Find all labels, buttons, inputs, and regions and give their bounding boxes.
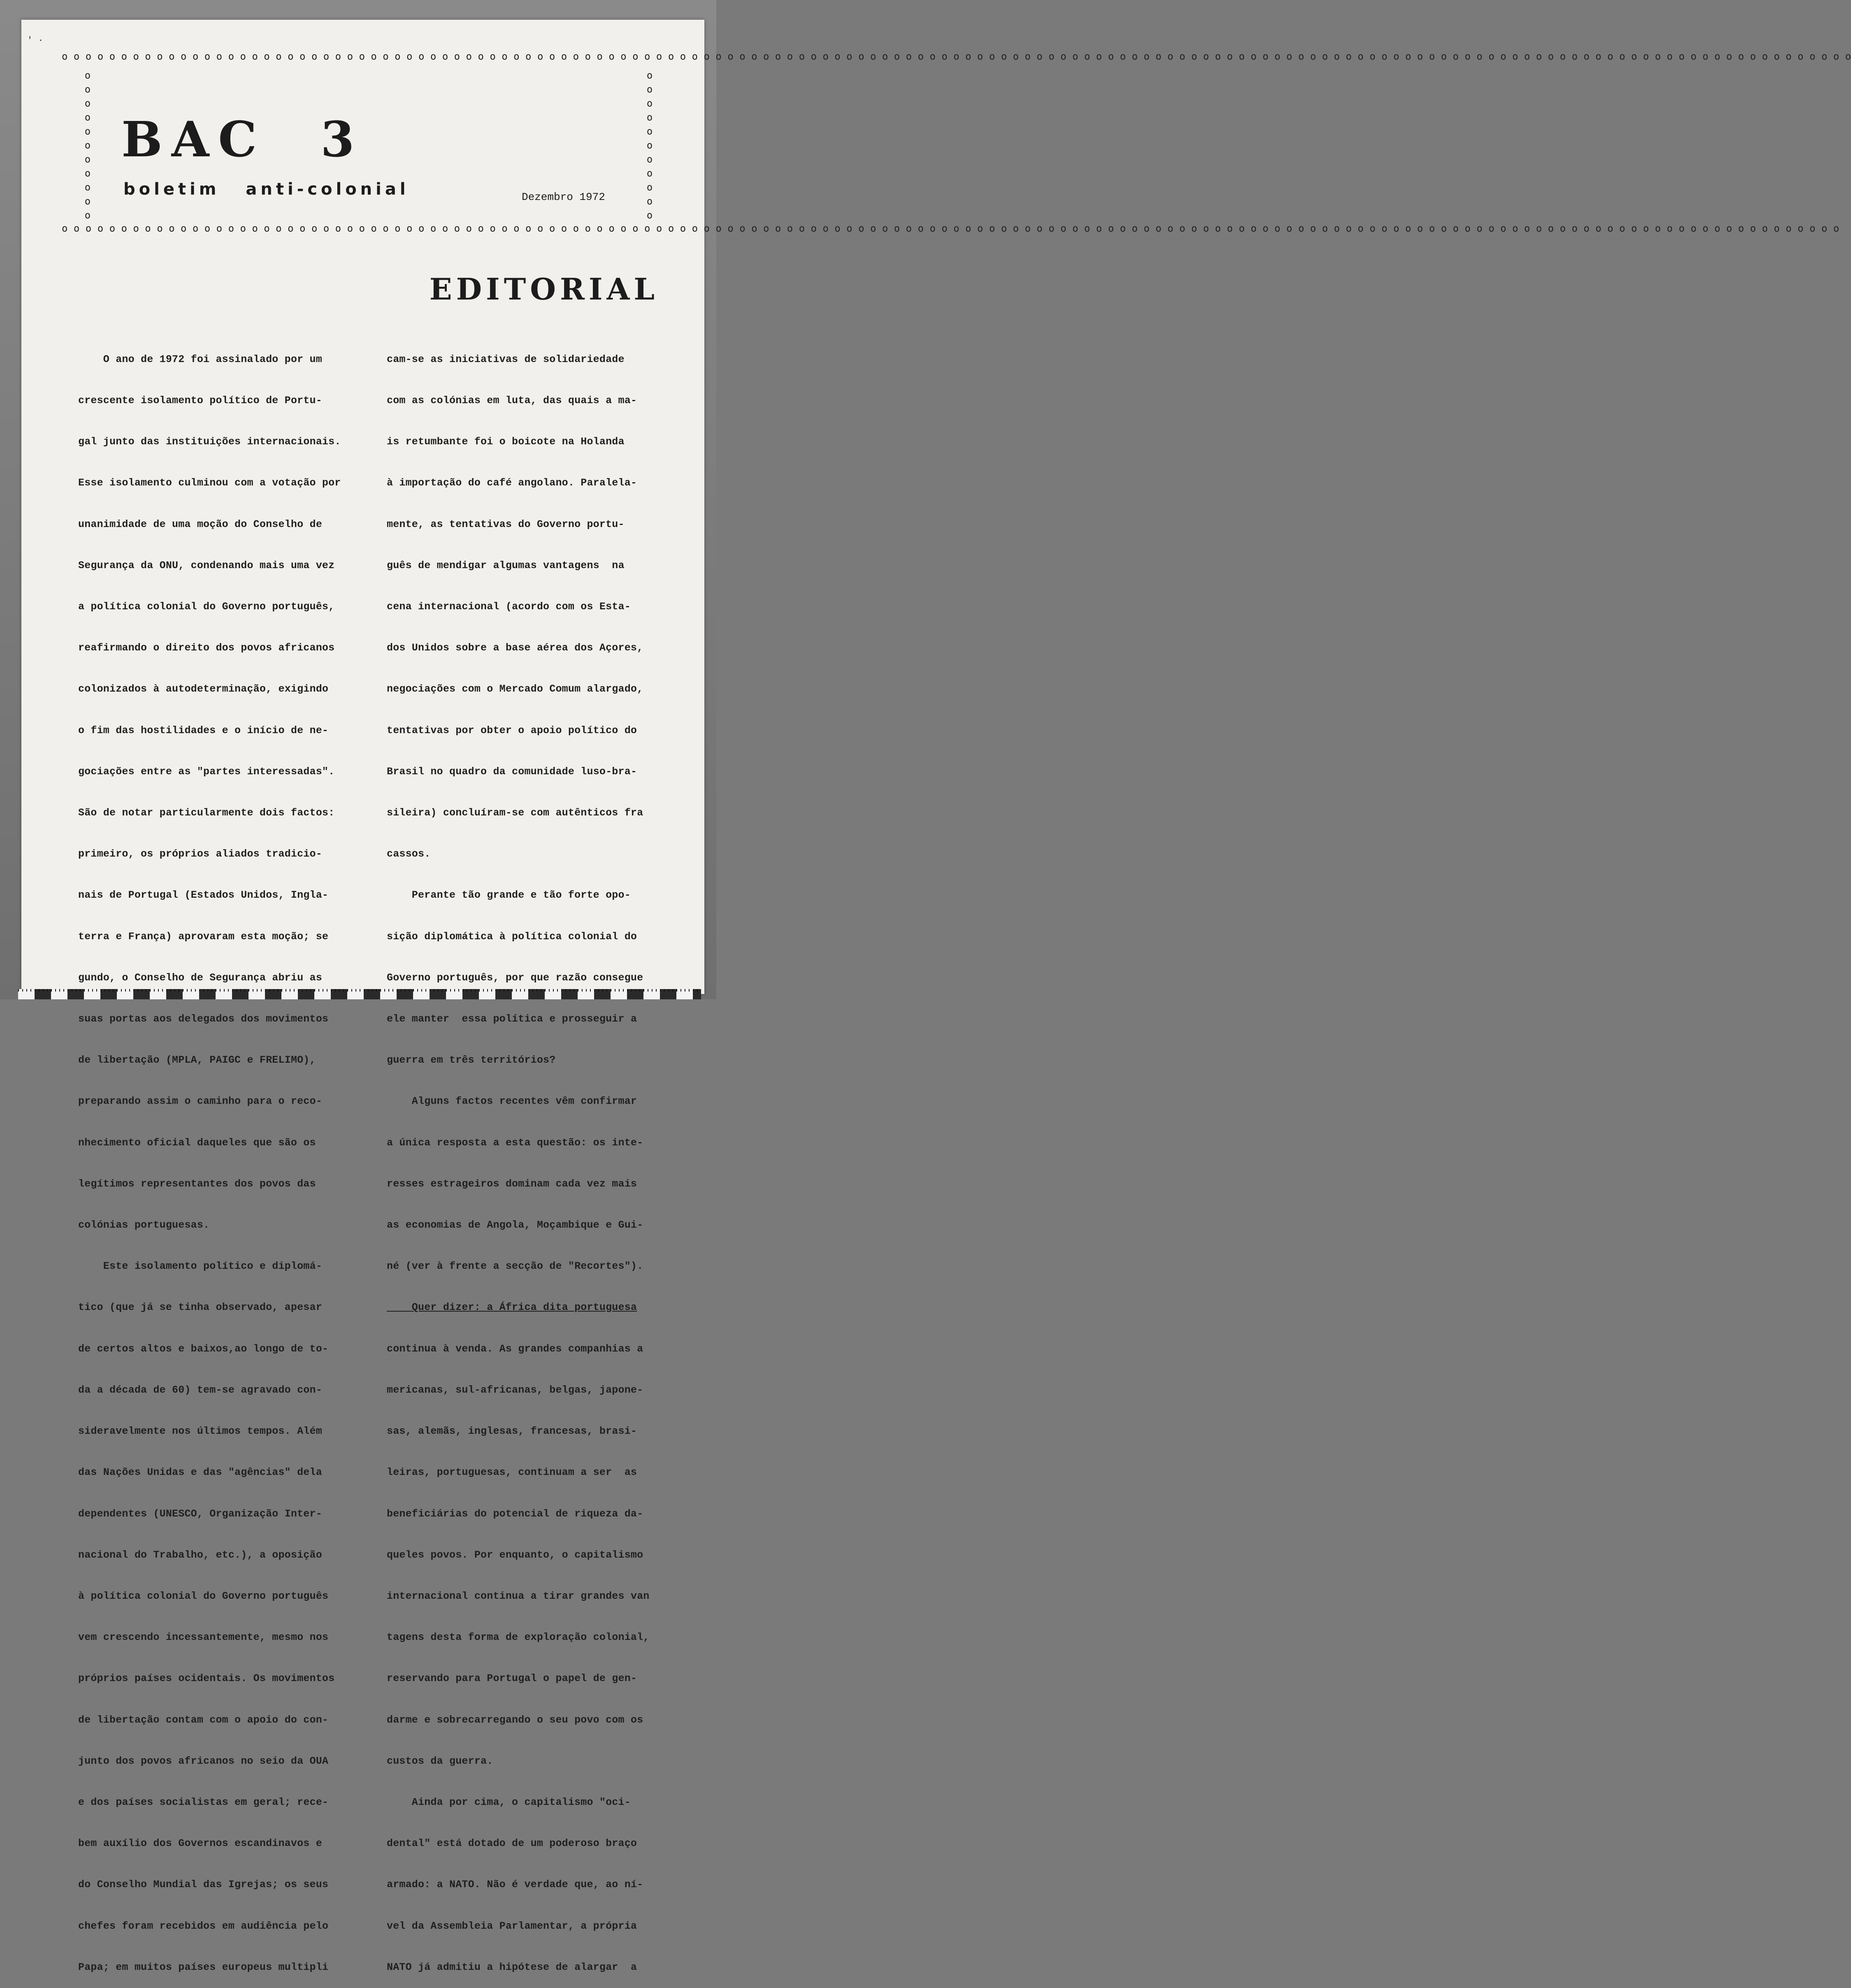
ruler-ticks [18,989,701,992]
text-line: nacional do Trabalho, etc.), a oposição [78,1549,322,1561]
text-line: gal junto das instituições internacionais. [78,436,341,448]
text-line: tentativas por obter o apoio político do [387,724,637,736]
text-line: do Conselho Mundial das Igrejas; os seus [78,1879,329,1891]
text-line: São de notar particularmente dois factos: [78,807,335,819]
text-line-underlined: Quer dizer: a África dita portuguesa [387,1301,637,1314]
text-line: de certos altos e baixos,ao longo de to- [78,1342,329,1355]
text-line: bem auxílio dos Governos escandinavos e [78,1837,322,1850]
text-line: sileira) concluíram-se com autênticos fra [387,807,643,819]
text-line: à política colonial do Governo português [78,1590,329,1602]
text-line: a política colonial do Governo português, [78,601,335,613]
text-line: o fim das hostilidades e o início de ne- [78,724,329,736]
text-line: preparando assim o caminho para o reco- [78,1095,322,1108]
text-line: O ano de 1972 foi assinalado por um [78,353,322,365]
text-line: guerra em três territórios? [387,1054,556,1066]
text-line: sição diplomática à política colonial do [387,930,637,943]
text-line: custos da guerra. [387,1755,493,1767]
text-line: Papa; em muitos países europeus multipli [78,1961,329,1973]
text-line: Perante tão grande e tão forte opo- [387,889,631,901]
text-line: legítimos representantes dos povos das [78,1177,316,1190]
text-line: crescente isolamento político de Portu- [78,395,322,407]
text-line: colonizados à autodeterminação, exigindo [78,683,329,695]
text-line: nais de Portugal (Estados Unidos, Ingla- [78,889,329,901]
text-line: da a década de 60) tem-se agravado con- [78,1384,322,1396]
text-line: unanimidade de uma moção do Conselho de [78,518,322,530]
text-line: gociações entre as "partes interessadas". [78,765,335,778]
text-line: as economias de Angola, Moçambique e Gui- [387,1219,643,1231]
text-line: com as colónias em luta, das quais a ma- [387,395,637,407]
text-line: Ainda por cima, o capitalismo "oci- [387,1796,631,1808]
text-line: queles povos. Por enquanto, o capitalismo [387,1549,643,1561]
frame-bottom-dots: o o o o o o o o o o o o o o o o o o o o o o o o o o o o o o o o o o o o o o o o o o o o o o o o o o o o o o o o o o o o o o o o o o o o o o o o o o o o o o o o o o o o o o o o o o o o o o o o o o o o o o o o o o o o o o o o o o o o o o o o o o o o o o o o o o o o o o o o o o o o o o o o o o o o o o [62,223,1839,234]
text-line: armado: a NATO. Não é verdade que, ao ní- [387,1879,643,1891]
text-line: is retumbante foi o boicote na Holanda [387,436,625,448]
text-line: cam-se as iniciativas de solidariedade [387,353,625,365]
margin-mark: ' · [27,35,44,46]
text-line: Segurança da ONU, condenando mais uma vez [78,559,335,571]
frame-top-dots: o o o o o o o o o o o o o o o o o o o o o o o o o o o o o o o o o o o o o o o o o o o o o o o o o o o o o o o o o o o o o o o o o o o o o o o o o o o o o o o o o o o o o o o o o o o o o o o o o o o o o o o o o o o o o o o o o o o o o o o o o o o o o o o o o o o o o o o o o o o o o o o o o o o o o o o [62,51,1851,62]
column-left [78,325,366,1988]
text-line: NATO já admitiu a hipótese de alargar a [387,1961,637,1973]
text-line: reservando para Portugal o papel de gen- [387,1672,637,1685]
text-line: guês de mendigar algumas vantagens na [387,559,625,571]
text-line: resses estrageiros dominam cada vez mais [387,1177,637,1190]
text-line: sideravelmente nos últimos tempos. Além [78,1425,322,1438]
text-line: gundo, o Conselho de Segurança abriu as [78,971,322,984]
text-line: tagens desta forma de exploração colonial, [387,1631,650,1644]
text-line: de libertação (MPLA, PAIGC e FRELIMO), [78,1054,316,1066]
text-line: tico (que já se tinha observado, apesar [78,1301,322,1314]
text-line: dental" está dotado de um poderoso braço [387,1837,637,1850]
text-line: darme e sobrecarregando o seu povo com os [387,1714,643,1726]
text-line: suas portas aos delegados dos movimentos [78,1013,329,1025]
text-line: das Nações Unidas e das "agências" dela [78,1466,322,1479]
text-line: colónias portuguesas. [78,1219,210,1231]
text-line: primeiro, os próprios aliados tradicio- [78,848,322,860]
text-line: dos Unidos sobre a base aérea dos Açores, [387,642,643,654]
text-line: ele manter essa política e prosseguir a [387,1013,637,1025]
frame-left-dots: o o o o o o o o o o o [84,70,91,221]
text-line: de libertação contam com o apoio do con- [78,1714,329,1726]
text-line: nhecimento oficial daqueles que são os [78,1136,316,1149]
text-line: dependentes (UNESCO, Organização Inter- [78,1507,322,1520]
masthead-date: Dezembro 1972 [522,191,605,203]
text-line: cassos. [387,848,431,860]
frame-right-dots: o o o o o o o o o o o [646,70,653,221]
text-line: né (ver à frente a secção de "Recortes"). [387,1260,643,1273]
text-line: continua à venda. As grandes companhias a [387,1342,643,1355]
masthead-subtitle: boletim anti-colonial [123,180,409,199]
text-line: cena internacional (acordo com os Esta- [387,601,631,613]
text-line: próprios países ocidentais. Os movimentos [78,1672,335,1685]
column-right [387,325,675,1988]
text-line: Este isolamento político e diplomá- [78,1260,322,1273]
text-line: vem crescendo incessantemente, mesmo nos [78,1631,329,1644]
text-line: terra e França) aprovaram esta moção; se [78,930,329,943]
text-line: Governo português, por que razão consegue [387,971,643,984]
text-line: à importação do café angolano. Paralela- [387,477,637,489]
text-line: mente, as tentativas do Governo portu- [387,518,625,530]
text-line: Esse isolamento culminou com a votação por [78,477,341,489]
text-line: mericanas, sul-africanas, belgas, japone- [387,1384,643,1396]
text-line: vel da Assembleia Parlamentar, a própria [387,1920,637,1932]
text-line: internacional continua a tirar grandes van [387,1590,650,1602]
text-line: chefes foram recebidos em audiência pelo [78,1920,329,1932]
text-line: Alguns factos recentes vêm confirmar [387,1095,637,1108]
text-line: leiras, portuguesas, continuam a ser as [387,1466,637,1479]
masthead-title: BAC 3 [121,111,364,168]
section-heading: EDITORIAL [429,272,659,307]
text-line: negociações com o Mercado Comum alargado, [387,683,643,695]
text-line: reafirmando o direito dos povos africanos [78,642,335,654]
text-line: beneficiárias do potencial de riqueza da- [387,1507,643,1520]
text-line: a única resposta a esta questão: os inte- [387,1136,643,1149]
text-line: sas, alemãs, inglesas, francesas, brasi- [387,1425,637,1438]
text-line: Brasil no quadro da comunidade luso-bra- [387,765,637,778]
text-line: junto dos povos africanos no seio da OUA [78,1755,329,1767]
text-line: e dos países socialistas em geral; rece- [78,1796,329,1808]
